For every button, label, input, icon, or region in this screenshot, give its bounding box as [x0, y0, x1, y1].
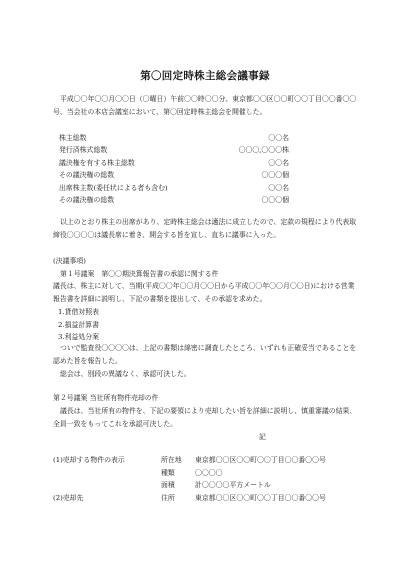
agenda2-title: 第２号議案 当社所有物件売却の件 — [53, 394, 159, 402]
list-item: 1.貸借対照表 — [58, 308, 100, 316]
agenda1-resolution: 総会は、別段の異議なく、承認可決した。 — [60, 370, 191, 378]
stat-label: 議決権を有する株主総数 — [59, 158, 135, 167]
area-label: 面積 — [161, 481, 175, 490]
stat-value: 〇〇〇個 — [261, 195, 289, 204]
item2-label: (2)売却先 — [53, 493, 84, 502]
stat-row — [59, 132, 289, 144]
agenda-heading: (決議事項) — [53, 257, 86, 265]
intro-paragraph: 平成〇〇年〇〇月〇〇日（〇曜日）午前〇〇時〇〇分、東京都〇〇区〇〇町〇〇丁目〇〇番〇〇号、当会社の本店会議室において、第〇回定時株主総会を開催した。 — [53, 95, 357, 117]
stat-value: 〇〇名 — [268, 183, 289, 192]
stat-label: 株主総数 — [59, 134, 87, 142]
type-label: 種類 — [161, 468, 175, 477]
location-value: 東京都〇〇区〇〇町〇〇丁目〇〇番〇〇号 — [195, 456, 326, 464]
table-row — [53, 467, 326, 480]
stat-row — [59, 144, 289, 156]
table-row — [53, 492, 326, 505]
property-table — [53, 454, 326, 504]
stat-row — [59, 157, 289, 169]
audit-report: ついで監査役〇〇〇〇は、上記の書類は綿密に調査したところ、いずれも正確妥当であることを認めた旨を報告した。 — [53, 344, 357, 366]
stat-label: その議決権の総数 — [59, 195, 115, 204]
table-row — [53, 479, 326, 492]
stat-label: 出席株主数(委任状による者も含む) — [59, 183, 168, 192]
stat-row — [59, 182, 289, 194]
agenda1-body: 議長は、株主に対して、当期(平成〇〇年〇〇月〇〇日から平成〇〇年〇〇月〇〇日)における営業報告書を詳細に説明し、下記の書類を提出して、その承認を求めた。 — [53, 282, 355, 304]
area-value: 計〇〇〇〇平方メートル — [195, 481, 271, 490]
location-label: 所在地 — [161, 456, 182, 464]
agenda2-body: 議長は、当社所有の物件を、下記の要領により売却したい旨を詳細に説明し、慎重審議の結果、全員一致をもってこれを承認可決した。 — [53, 407, 357, 429]
stat-value: 〇〇名 — [268, 158, 289, 167]
type-value: 〇〇〇〇 — [195, 468, 223, 477]
agenda1-title: 第１号議案 第〇〇期決算報告書の承認に関する件 — [60, 270, 219, 278]
stat-value: 〇〇名 — [268, 134, 289, 142]
attendance-stats — [59, 132, 289, 206]
list-item: 2.損益計算書 — [58, 320, 100, 329]
stat-value: 〇〇〇,〇〇〇株 — [238, 146, 289, 155]
list-item: 3.利益処分案 — [58, 333, 100, 342]
address-value: 東京都〇〇区〇〇町〇〇丁目〇〇番〇〇号 — [195, 493, 326, 502]
stat-row — [59, 169, 289, 181]
opening-paragraph: 以上のとおり株主の出席があり、定時株主総会は適法に成立したので、定款の規程により代表取締役〇〇〇〇は議長席に着き、開会する旨を宣し、直ちに議事に入った。 — [53, 218, 357, 240]
item1-label: (1)売却する物件の表示 — [53, 456, 125, 464]
document-list — [58, 306, 99, 344]
ki-heading: 記 — [259, 433, 266, 441]
stat-label: その議決権の総数 — [59, 171, 115, 180]
stat-value: 〇〇〇個 — [261, 171, 289, 180]
document-title: 第〇回定時株主総会議事録 — [140, 70, 270, 82]
table-row — [53, 454, 326, 467]
stat-label: 発行済株式総数 — [59, 146, 108, 155]
address-label: 住所 — [161, 493, 175, 502]
stat-row — [59, 194, 289, 206]
